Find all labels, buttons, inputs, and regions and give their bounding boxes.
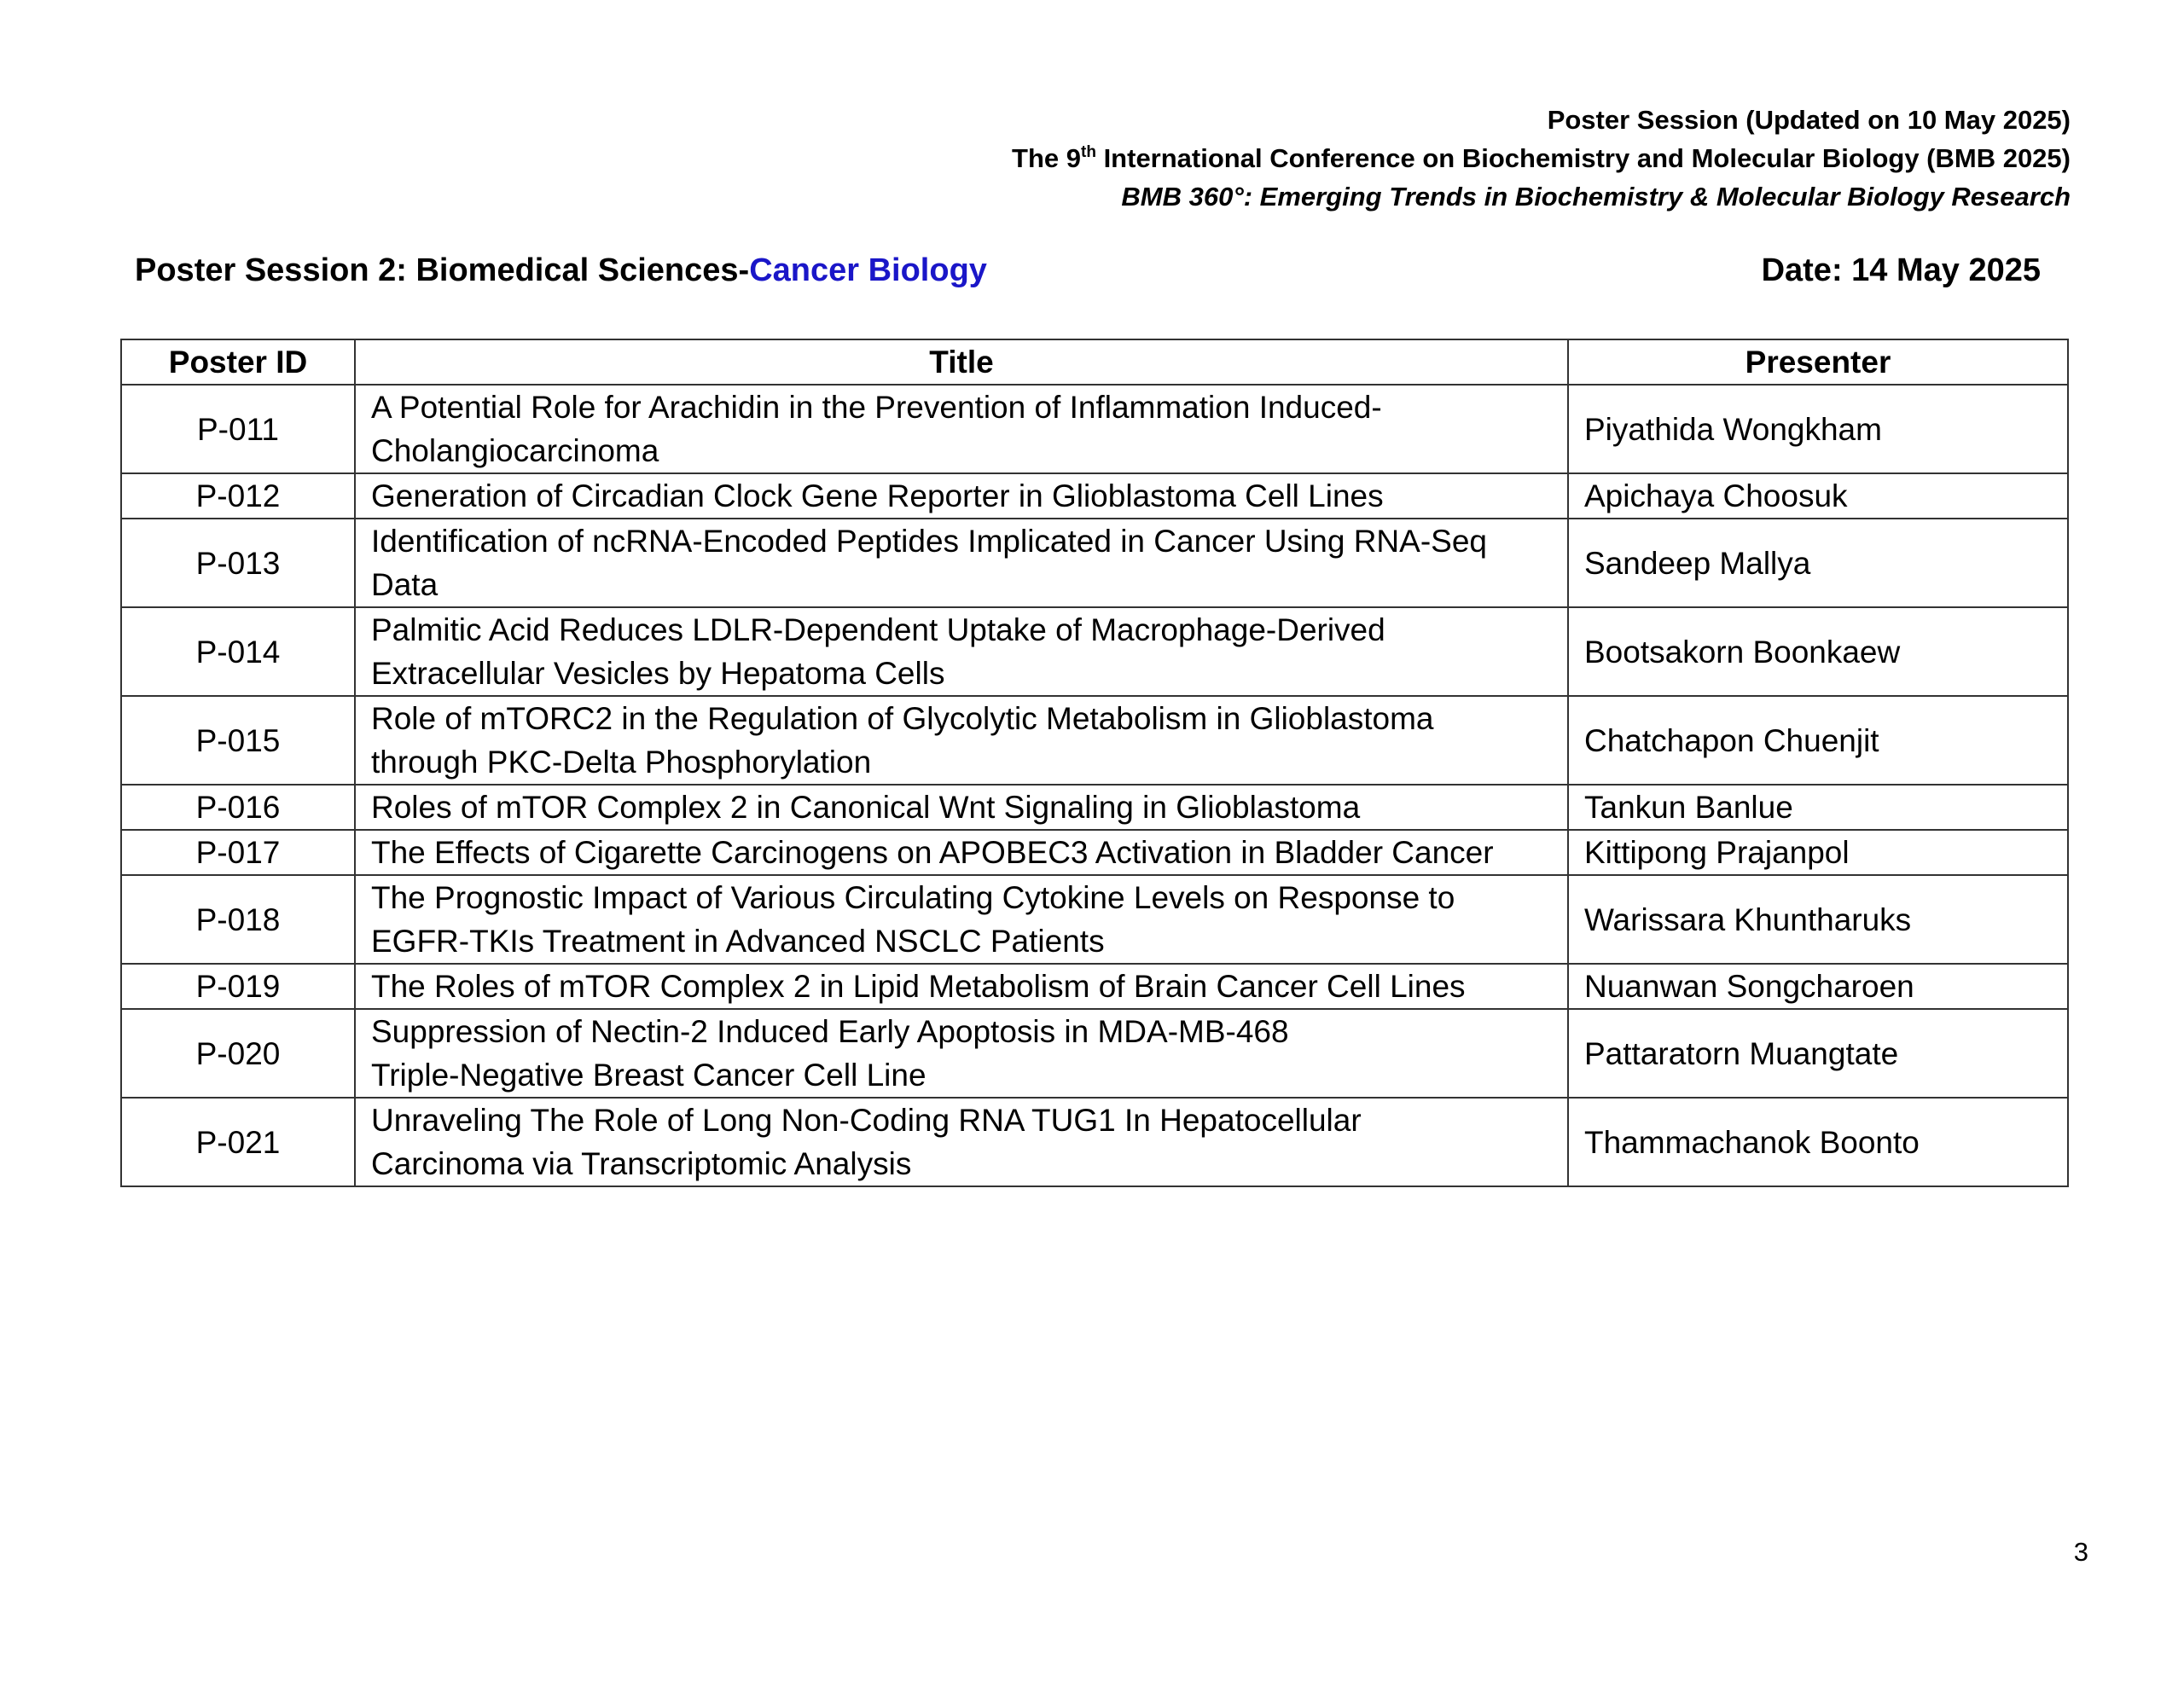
poster-title-cell [355,385,1568,473]
presenter-cell: Tankun Banlue [1568,785,2068,830]
conference-name: International Conference on Biochemistry and Molecular Biology (BMB 2025) [1095,143,2071,173]
presenter-cell: Thammachanok Boonto [1568,1098,2068,1186]
poster-title-line: Generation of Circadian Clock Gene Reporter in Glioblastoma Cell Lines [371,478,1384,513]
header-update-line: Poster Session (Updated on 10 May 2025) [1547,105,2071,135]
poster-title-line: Unraveling The Role of Long Non-Coding RNA TUG1 In Hepatocellular [371,1103,1362,1138]
poster-table [120,339,2069,1187]
poster-id-cell: P-019 [121,964,355,1009]
table-row [121,607,2068,696]
poster-id-cell: P-015 [121,696,355,785]
presenter-cell: Bootsakorn Boonkaew [1568,607,2068,696]
poster-title-line: EGFR-TKIs Treatment in Advanced NSCLC Patients [371,924,1105,959]
presenter-cell: Apichaya Choosuk [1568,473,2068,519]
poster-id-cell: P-016 [121,785,355,830]
poster-title-line: through PKC-Delta Phosphorylation [371,745,872,780]
poster-title-cell [355,830,1568,875]
poster-title-line: The Roles of mTOR Complex 2 in Lipid Metabolism of Brain Cancer Cell Lines [371,969,1466,1004]
presenter-cell: Warissara Khuntharuks [1568,875,2068,964]
header-theme-line: BMB 360°: Emerging Trends in Biochemistry & Molecular Biology Research [1121,182,2071,212]
poster-title-cell [355,964,1568,1009]
table-row [121,385,2068,473]
table-header-row [121,339,2068,385]
poster-title-line: The Prognostic Impact of Various Circulating Cytokine Levels on Response to [371,880,1455,915]
header-conference-line [1012,139,2071,177]
session-title [135,252,987,289]
conference-prefix: The 9 [1012,143,1082,173]
poster-title-line: A Potential Role for Arachidin in the Prevention of Inflammation Induced- [371,390,1382,425]
ordinal-suffix: th [1081,143,1096,161]
presenter-cell: Nuanwan Songcharoen [1568,964,2068,1009]
presenter-cell: Pattaratorn Muangtate [1568,1009,2068,1098]
poster-title-line: The Effects of Cigarette Carcinogens on APOBEC3 Activation in Bladder Cancer [371,835,1494,870]
poster-id-cell: P-018 [121,875,355,964]
poster-id-cell: P-014 [121,607,355,696]
poster-id-cell: P-017 [121,830,355,875]
poster-id-cell: P-011 [121,385,355,473]
session-date: Date: 14 May 2025 [1761,252,2041,288]
table-row [121,875,2068,964]
session-title-prefix: Poster Session 2: Biomedical Sciences- [135,252,750,288]
presenter-cell: Sandeep Mallya [1568,519,2068,607]
poster-title-line: Carcinoma via Transcriptomic Analysis [371,1146,912,1181]
table-row [121,473,2068,519]
table-row [121,696,2068,785]
table-body [121,385,2068,1186]
presenter-cell: Kittipong Prajanpol [1568,830,2068,875]
table-row [121,1098,2068,1186]
header-title: Title [355,339,1568,385]
poster-title-cell [355,875,1568,964]
poster-id-cell: P-021 [121,1098,355,1186]
poster-title-line: Extracellular Vesicles by Hepatoma Cells [371,656,945,691]
document-header [1012,101,2071,216]
poster-title-line: Roles of mTOR Complex 2 in Canonical Wnt Signaling in Glioblastoma [371,790,1361,825]
poster-title-cell [355,1009,1568,1098]
header-presenter: Presenter [1568,339,2068,385]
poster-title-cell [355,785,1568,830]
poster-title-cell [355,607,1568,696]
table-row [121,964,2068,1009]
presenter-cell: Piyathida Wongkham [1568,385,2068,473]
poster-title-cell [355,1098,1568,1186]
poster-title-line: Data [371,567,439,602]
table-row [121,830,2068,875]
page-number: 3 [2073,1537,2088,1567]
poster-title-line: Palmitic Acid Reduces LDLR-Dependent Uptake of Macrophage-Derived [371,612,1385,647]
poster-title-line: Suppression of Nectin-2 Induced Early Apoptosis in MDA-MB-468 [371,1014,1289,1049]
table-row [121,785,2068,830]
poster-title-cell [355,696,1568,785]
presenter-cell: Chatchapon Chuenjit [1568,696,2068,785]
session-title-accent: Cancer Biology [749,252,987,288]
poster-id-cell: P-012 [121,473,355,519]
table-row [121,519,2068,607]
header-poster-id: Poster ID [121,339,355,385]
poster-title-cell [355,473,1568,519]
poster-title-line: Triple-Negative Breast Cancer Cell Line [371,1058,926,1093]
poster-id-cell: P-013 [121,519,355,607]
poster-title-line: Identification of ncRNA-Encoded Peptides Implicated in Cancer Using RNA-Seq [371,524,1487,559]
poster-id-cell: P-020 [121,1009,355,1098]
table-row [121,1009,2068,1098]
poster-title-cell [355,519,1568,607]
poster-title-line: Role of mTORC2 in the Regulation of Glycolytic Metabolism in Glioblastoma [371,701,1434,736]
poster-title-line: Cholangiocarcinoma [371,433,659,468]
